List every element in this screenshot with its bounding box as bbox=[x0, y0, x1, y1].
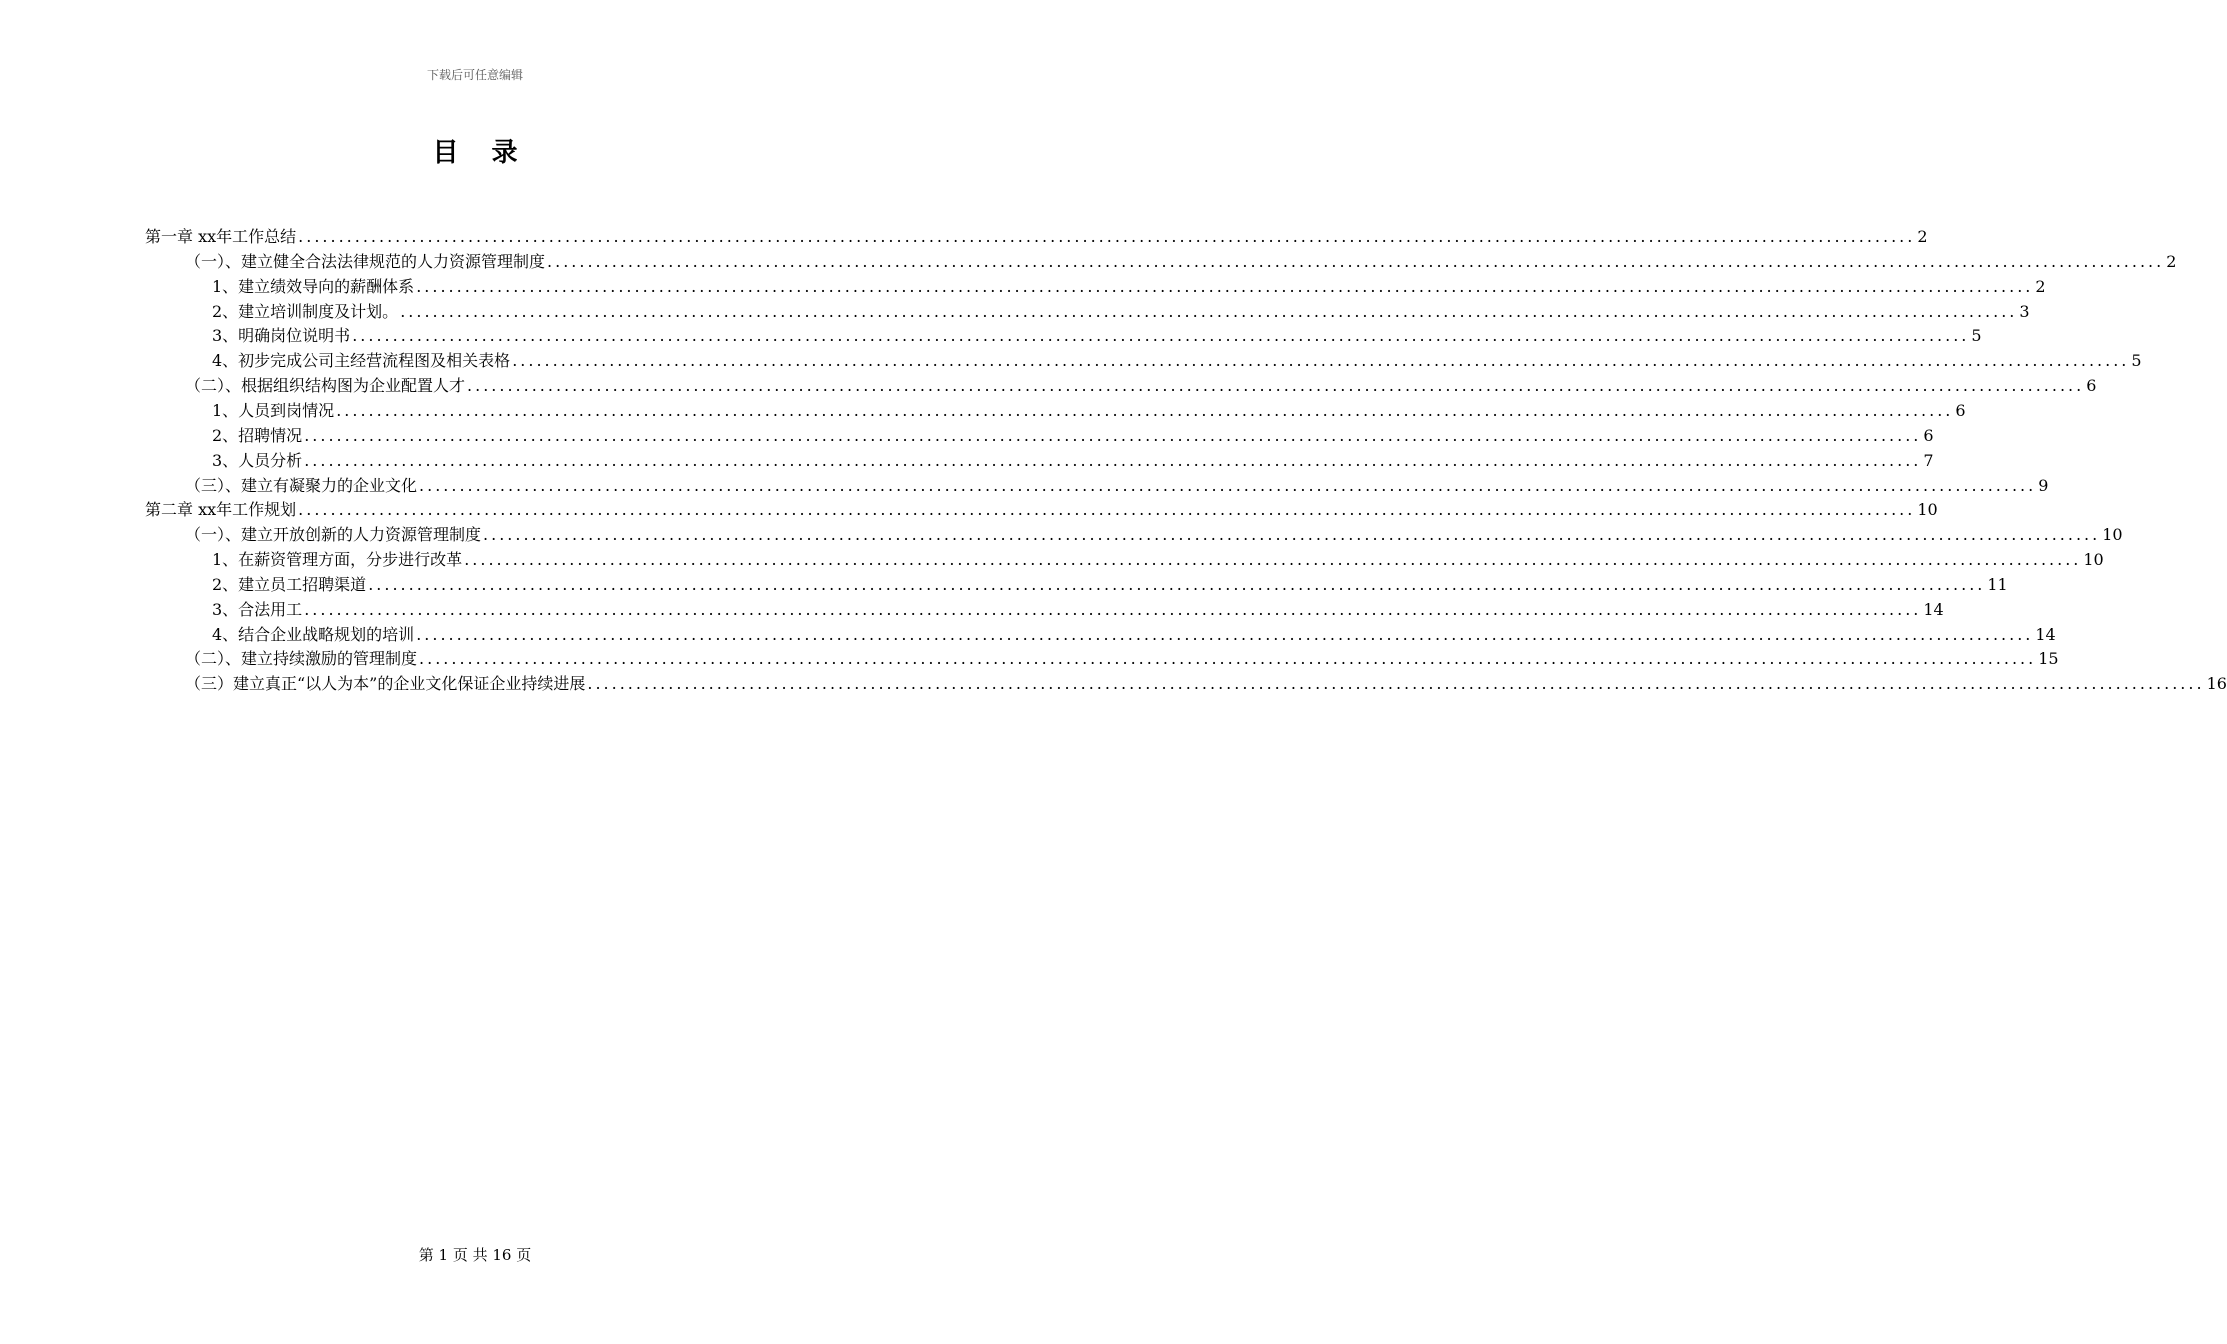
toc-entry[interactable] bbox=[212, 597, 1944, 622]
toc-entry-page: 14 bbox=[2035, 624, 2056, 644]
toc-dot-leader: ........................................................................................................................................................................................................ bbox=[304, 599, 1922, 619]
toc-dot-leader: ........................................................................................................................................................................................................ bbox=[587, 674, 2205, 694]
toc-dot-leader: ........................................................................................................................................................................................................ bbox=[298, 227, 1916, 246]
toc-entry[interactable] bbox=[145, 497, 1938, 522]
page-footer: 第 1 页 共 16 页 bbox=[418, 1246, 532, 1264]
toc-entry-title: （二）、根据组织结构图为企业配置人才 bbox=[185, 376, 466, 396]
toc-title: 目 录 bbox=[432, 138, 530, 168]
toc-entry-page: 7 bbox=[1923, 450, 1934, 470]
toc-entry-title: 2、建立员工招聘渠道 bbox=[212, 574, 367, 594]
toc-entry-page: 9 bbox=[2038, 475, 2049, 495]
toc-entry-page: 11 bbox=[1987, 574, 2008, 594]
toc-entry-title: （一）、建立开放创新的人力资源管理制度 bbox=[185, 525, 482, 545]
toc-entry-page: 5 bbox=[1971, 326, 1982, 346]
toc-dot-leader: ........................................................................................................................................................................................................ bbox=[467, 376, 2085, 396]
toc-entry[interactable] bbox=[212, 547, 2104, 572]
toc-entry[interactable] bbox=[185, 473, 2049, 498]
toc-entry[interactable] bbox=[212, 274, 2046, 299]
toc-entry-title: 4、结合企业战略规划的培训 bbox=[212, 624, 415, 644]
toc-dot-leader: ........................................................................................................................................................................................................ bbox=[416, 276, 2034, 296]
toc-dot-leader: ........................................................................................................................................................................................................ bbox=[298, 500, 1916, 520]
toc-entry-page: 6 bbox=[1955, 400, 1966, 420]
toc-entry[interactable] bbox=[212, 323, 1982, 348]
toc-entry-title: （三）建立真正“以人为本”的企业文化保证企业持续进展 bbox=[185, 674, 586, 694]
toc-entry-page: 15 bbox=[2038, 649, 2059, 669]
toc-entry[interactable] bbox=[185, 522, 2123, 547]
toc-entry-page: 10 bbox=[1917, 500, 1938, 520]
toc-entry-title: 3、人员分析 bbox=[212, 450, 303, 470]
toc-entry-page: 6 bbox=[1923, 425, 1934, 445]
toc-entry[interactable] bbox=[212, 622, 2056, 647]
toc-entry[interactable] bbox=[212, 448, 1934, 473]
toc-entry-page: 10 bbox=[2083, 550, 2104, 570]
toc-dot-leader: ........................................................................................................................................................................................................ bbox=[304, 425, 1922, 445]
toc-entry-title: 3、明确岗位说明书 bbox=[212, 326, 351, 346]
toc-entry-title: （一）、建立健全合法法律规范的人力资源管理制度 bbox=[185, 251, 546, 271]
toc-entry-title: 3、合法用工 bbox=[212, 599, 303, 619]
toc-entry-title: 2、建立培训制度及计划。 bbox=[212, 301, 399, 321]
toc-entry-title: （三）、建立有凝聚力的企业文化 bbox=[185, 475, 418, 495]
toc-entry[interactable] bbox=[212, 423, 1934, 448]
toc-entry-page: 2 bbox=[1917, 227, 1928, 246]
toc-entry-page: 2 bbox=[2035, 276, 2046, 296]
header-note: 下载后可任意编辑 bbox=[426, 68, 523, 82]
toc-dot-leader: ........................................................................................................................................................................................................ bbox=[419, 649, 2037, 669]
toc-entry[interactable] bbox=[212, 572, 2008, 597]
toc-entry-page: 6 bbox=[2086, 376, 2097, 396]
toc-entry[interactable] bbox=[185, 671, 2227, 696]
toc-dot-leader: ........................................................................................................................................................................................................ bbox=[416, 624, 2034, 644]
toc-entry-page: 10 bbox=[2102, 525, 2123, 545]
toc-entry-title: 4、初步完成公司主经营流程图及相关表格 bbox=[212, 351, 511, 371]
toc-dot-leader: ........................................................................................................................................................................................................ bbox=[352, 326, 1970, 346]
toc-entry-page: 2 bbox=[2166, 251, 2177, 271]
toc-dot-leader: ........................................................................................................................................................................................................ bbox=[547, 251, 2165, 271]
toc-dot-leader: ........................................................................................................................................................................................................ bbox=[419, 475, 2037, 495]
toc-entry-title: 1、建立绩效导向的薪酬体系 bbox=[212, 276, 415, 296]
toc-entry[interactable] bbox=[212, 348, 2142, 373]
toc-entry-title: 1、在薪资管理方面，分步进行改革 bbox=[212, 550, 463, 570]
toc-entry[interactable] bbox=[212, 398, 1966, 423]
toc-entry-page: 16 bbox=[2206, 674, 2227, 694]
toc-entry-title: 第一章 xx年工作总结 bbox=[145, 227, 297, 246]
toc-entry[interactable] bbox=[185, 373, 2097, 398]
toc-entry[interactable] bbox=[185, 646, 2059, 671]
toc-entry-title: （二）、建立持续激励的管理制度 bbox=[185, 649, 418, 669]
toc-entry-title: 第二章 xx年工作规划 bbox=[145, 500, 297, 520]
toc-entry-title: 1、人员到岗情况 bbox=[212, 400, 335, 420]
toc-entry-page: 14 bbox=[1923, 599, 1944, 619]
toc-dot-leader: ........................................................................................................................................................................................................ bbox=[464, 550, 2082, 570]
toc-dot-leader: ........................................................................................................................................................................................................ bbox=[400, 301, 2018, 321]
toc-entry[interactable] bbox=[212, 299, 2030, 324]
toc-dot-leader: ........................................................................................................................................................................................................ bbox=[368, 574, 1986, 594]
toc-dot-leader: ........................................................................................................................................................................................................ bbox=[512, 351, 2130, 371]
toc-entry-page: 5 bbox=[2131, 351, 2142, 371]
toc-entry-page: 3 bbox=[2019, 301, 2030, 321]
toc-dot-leader: ........................................................................................................................................................................................................ bbox=[336, 400, 1954, 420]
toc-dot-leader: ........................................................................................................................................................................................................ bbox=[304, 450, 1922, 470]
toc-entry[interactable] bbox=[185, 249, 2177, 274]
toc-entry-title: 2、招聘情况 bbox=[212, 425, 303, 445]
toc-dot-leader: ........................................................................................................................................................................................................ bbox=[483, 525, 2101, 545]
toc-entry[interactable] bbox=[145, 224, 1928, 249]
